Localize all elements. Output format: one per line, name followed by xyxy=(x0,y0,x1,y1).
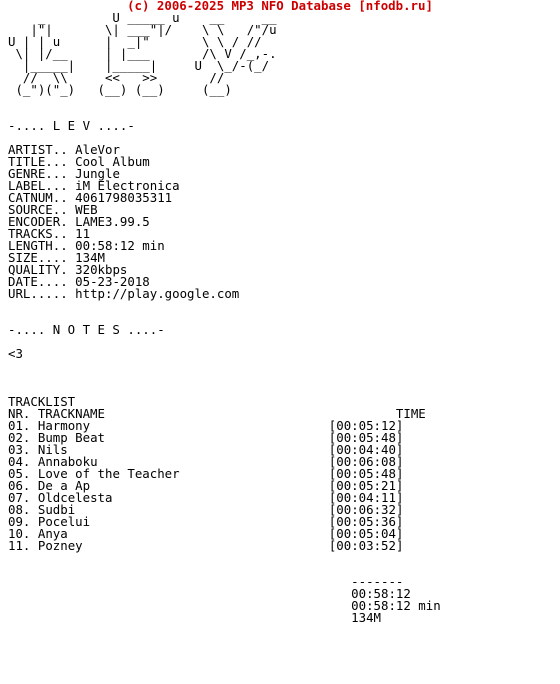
track-time: [00:03:52] xyxy=(328,538,404,553)
info-value: AleVor xyxy=(75,142,120,157)
info-key: QUALITY. xyxy=(8,262,68,277)
totals-rule: ------- xyxy=(351,574,404,589)
track-name: Oldcelesta xyxy=(37,490,113,505)
track-nr: 06. xyxy=(8,478,31,493)
total-size: 134M xyxy=(351,610,381,625)
totals-size-line xyxy=(8,612,441,624)
info-key: LENGTH.. xyxy=(8,238,68,253)
track-time: [00:05:36] xyxy=(328,514,404,529)
info-key: LABEL... xyxy=(8,178,68,193)
track-name: Harmony xyxy=(37,418,91,433)
track-time: [00:06:08] xyxy=(328,454,404,469)
track-time: [00:06:32] xyxy=(328,502,404,517)
track-time: [00:04:11] xyxy=(328,490,404,505)
total-length: 00:58:12 min xyxy=(351,598,441,613)
logo-line: \| |/__ | |___ /\ V /_,-. xyxy=(8,46,277,61)
track-nr: 03. xyxy=(8,442,31,457)
track-nr: 10. xyxy=(8,526,31,541)
track-nr: 08. xyxy=(8,502,31,517)
logo-line: U | | u | _|" \ \ / // xyxy=(8,34,262,49)
track-name: Anya xyxy=(37,526,68,541)
info-value: http://play.google.com xyxy=(75,286,240,301)
track-row xyxy=(8,540,441,552)
track-nr: 04. xyxy=(8,454,31,469)
logo-line: |"| \| ___"|/ \ \ /"/u xyxy=(8,22,277,37)
track-name: Pozney xyxy=(37,538,83,553)
track-time: [00:04:40] xyxy=(328,442,404,457)
track-nr: 11. xyxy=(8,538,31,553)
track-name: Nils xyxy=(37,442,68,457)
track-nr: 09. xyxy=(8,514,31,529)
track-name: De a Ap xyxy=(37,478,91,493)
info-key: GENRE... xyxy=(8,166,68,181)
logo-line: _ U _____ u __ __ xyxy=(8,10,277,25)
info-key: TITLE... xyxy=(8,154,68,169)
info-key: ARTIST.. xyxy=(8,142,68,157)
logo-line: (_")("_) (__) (__) (__) xyxy=(8,82,232,97)
info-line xyxy=(8,288,441,300)
info-value: 00:58:12 min xyxy=(75,238,165,253)
info-key: URL..... xyxy=(8,286,68,301)
nfodb-banner: (c) 2006-2025 MP3 NFO Database [nfodb.ru] xyxy=(127,0,433,13)
info-value: 05-23-2018 xyxy=(75,274,150,289)
tracklist-heading: TRACKLIST xyxy=(8,394,76,409)
track-time: [00:05:21] xyxy=(328,478,404,493)
logo-line: // \\ << >> // xyxy=(8,70,225,85)
info-key: CATNUM.. xyxy=(8,190,68,205)
info-value: LAME3.99.5 xyxy=(75,214,150,229)
info-key: TRACKS.. xyxy=(8,226,68,241)
track-time: [00:05:48] xyxy=(328,466,404,481)
notes-section-header: -.... N O T E S ....- xyxy=(8,322,165,337)
total-time: 00:58:12 xyxy=(351,586,411,601)
info-value: WEB xyxy=(75,202,98,217)
info-value: 134M xyxy=(75,250,105,265)
track-name: Pocelui xyxy=(37,514,91,529)
info-value: 11 xyxy=(75,226,91,241)
track-time: [00:05:48] xyxy=(328,430,404,445)
track-name: Sudbi xyxy=(37,502,76,517)
info-value: 4061798035311 xyxy=(75,190,173,205)
info-value: Jungle xyxy=(75,166,120,181)
info-key: DATE.... xyxy=(8,274,68,289)
notes-text: <3 xyxy=(8,346,23,361)
track-nr: 05. xyxy=(8,466,31,481)
track-nr: 02. xyxy=(8,430,31,445)
track-nr: 07. xyxy=(8,490,31,505)
track-time: [00:05:04] xyxy=(328,526,404,541)
track-name: Love of the Teacher xyxy=(37,466,180,481)
info-key: ENCODER. xyxy=(8,214,68,229)
track-name: Bump Beat xyxy=(37,430,105,445)
track-time: [00:05:12] xyxy=(328,418,404,433)
info-value: iM Electronica xyxy=(75,178,180,193)
release-section-header: -.... L E V ....- xyxy=(8,118,135,133)
tracklist-col-time: TIME xyxy=(395,406,426,421)
track-name: Annaboku xyxy=(37,454,98,469)
info-value: Cool Album xyxy=(75,154,150,169)
info-value: 320kbps xyxy=(75,262,128,277)
track-nr: 01. xyxy=(8,418,31,433)
info-key: SIZE.... xyxy=(8,250,68,265)
logo-line: |_____| |_____| U \_/-(_/ xyxy=(8,58,270,73)
nfo-document xyxy=(8,12,441,624)
info-key: SOURCE.. xyxy=(8,202,68,217)
tracklist-col-name: NR. TRACKNAME xyxy=(8,406,105,421)
